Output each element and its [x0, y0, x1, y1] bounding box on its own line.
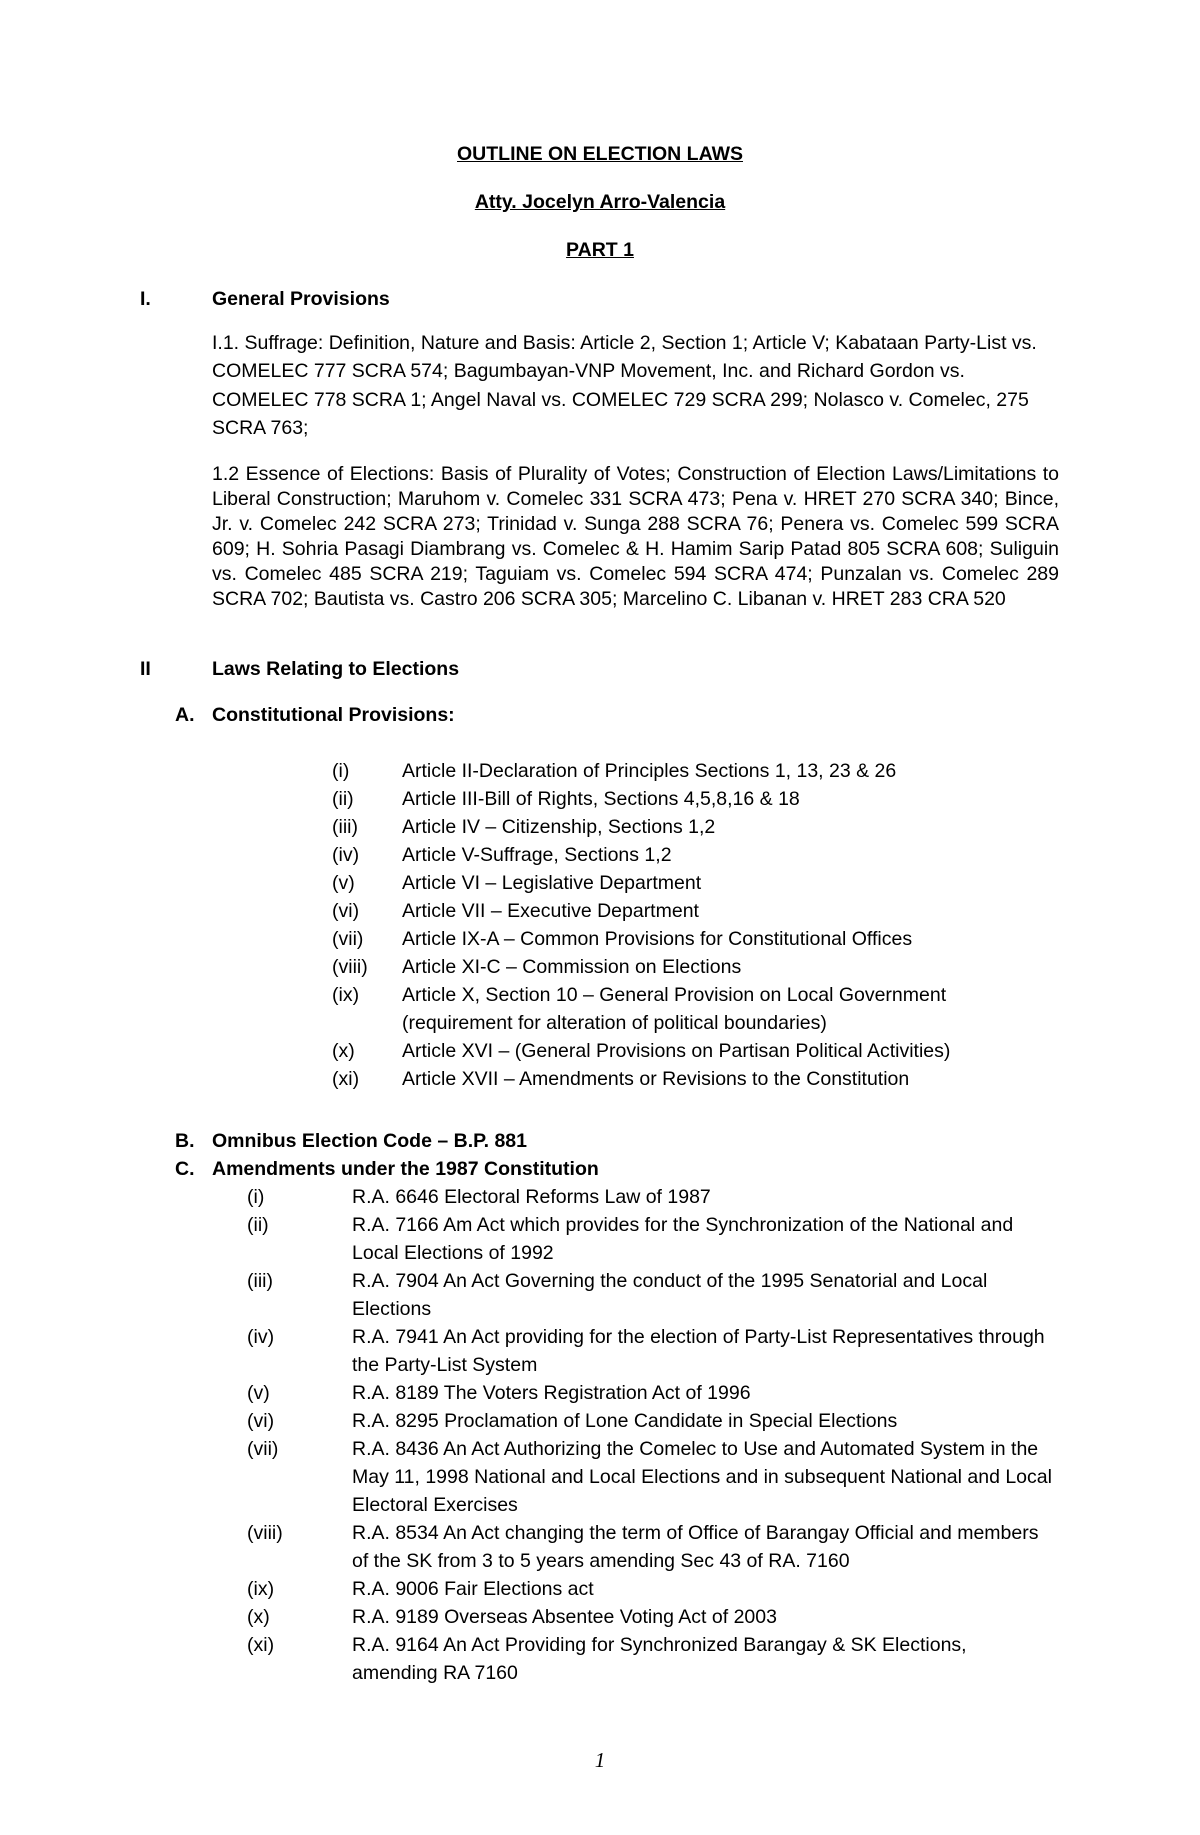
- item-number: (viii): [247, 1522, 283, 1544]
- list-item: [332, 953, 1052, 981]
- item-number: (xi): [247, 1634, 275, 1656]
- list-item: [332, 981, 1052, 1037]
- list-item: [332, 1037, 1052, 1065]
- item-number: (xi): [332, 1068, 360, 1090]
- list-item: [332, 757, 1052, 785]
- list-item: [332, 869, 1052, 897]
- list-item: [332, 1065, 1052, 1093]
- item-text: R.A. 9164 An Act Providing for Synchronized Barangay & SK Elections, amending RA 7160: [352, 1634, 967, 1684]
- item-text: Article XI-C – Commission on Elections: [402, 956, 742, 978]
- list-item: [247, 1575, 1067, 1603]
- section-2-number: II: [140, 658, 151, 680]
- item-number: (vi): [332, 900, 360, 922]
- item-text: R.A. 6646 Electoral Reforms Law of 1987: [352, 1186, 711, 1208]
- item-number: (iii): [332, 816, 358, 838]
- item-number: (vi): [247, 1410, 275, 1432]
- item-text: R.A. 7941 An Act providing for the election of Party-List Representatives through the Party-List System: [352, 1326, 1045, 1376]
- subsection-a-letter: A.: [175, 704, 195, 726]
- page-number: 1: [594, 1748, 606, 1772]
- item-text: R.A. 9006 Fair Elections act: [352, 1578, 594, 1600]
- item-number: (i): [247, 1186, 265, 1208]
- item-text: R.A. 8189 The Voters Registration Act of 1996: [352, 1382, 751, 1404]
- list-item: [332, 925, 1052, 953]
- item-number: (viii): [332, 956, 368, 978]
- list-item: [247, 1407, 1067, 1435]
- list-item: [332, 897, 1052, 925]
- item-text: Article III-Bill of Rights, Sections 4,5,8,16 & 18: [402, 788, 800, 810]
- item-text: R.A. 8534 An Act changing the term of Office of Barangay Official and members of the SK from 3 to 5 years amending Sec 43 of RA. 7160: [352, 1522, 1039, 1572]
- section-1-paragraph-1: I.1. Suffrage: Definition, Nature and Basis: Article 2, Section 1; Article V; Kabataan Party-List vs. COMELEC 777 SCRA 574; Bagumbayan-VNP Movement, Inc. and Richard Gordon vs. COMELEC 778 SCRA 1; Angel Naval vs. COMELEC 729 SCRA 299; Nolasco v. Comelec, 275 SCRA 763;: [212, 332, 1037, 439]
- item-number: (x): [247, 1606, 270, 1628]
- section-2-heading: Laws Relating to Elections: [212, 658, 460, 680]
- list-item: [247, 1435, 1067, 1519]
- item-number: (ii): [247, 1214, 269, 1236]
- item-text: Article VI – Legislative Department: [402, 872, 702, 894]
- item-text: R.A. 8295 Proclamation of Lone Candidate in Special Elections: [352, 1410, 898, 1432]
- item-text: Article IX-A – Common Provisions for Constitutional Offices: [402, 928, 913, 950]
- subsection-c-letter: C.: [175, 1158, 195, 1180]
- item-number: (ix): [247, 1578, 275, 1600]
- item-text: Article VII – Executive Department: [402, 900, 699, 922]
- item-text: Article IV – Citizenship, Sections 1,2: [402, 816, 716, 838]
- item-number: (i): [332, 760, 350, 782]
- item-number: (x): [332, 1040, 355, 1062]
- item-text: R.A. 8436 An Act Authorizing the Comelec to Use and Automated System in the May 11, 1998 National and Local Elections and in subsequent National and Local Electoral Exercises: [352, 1438, 1052, 1516]
- subsection-b-letter: B.: [175, 1130, 195, 1152]
- list-item: [247, 1267, 1067, 1323]
- part-heading: PART 1: [566, 239, 634, 261]
- item-number: (ix): [332, 984, 360, 1006]
- document-author: Atty. Jocelyn Arro-Valencia: [474, 191, 726, 213]
- item-number: (iv): [247, 1326, 275, 1348]
- item-text: Article XVI – (General Provisions on Partisan Political Activities): [402, 1040, 951, 1062]
- item-number: (ii): [332, 788, 354, 810]
- item-text: Article II-Declaration of Principles Sections 1, 13, 23 & 26: [402, 760, 897, 782]
- list-item: [247, 1211, 1067, 1267]
- section-1-heading: General Provisions: [212, 288, 390, 310]
- item-number: (iv): [332, 844, 360, 866]
- list-item: [332, 841, 1052, 869]
- item-number: (vii): [332, 928, 364, 950]
- item-text: R.A. 7904 An Act Governing the conduct of the 1995 Senatorial and Local Elections: [352, 1270, 988, 1320]
- item-text: Article XVII – Amendments or Revisions to the Constitution: [402, 1068, 910, 1090]
- section-1-paragraph-2: 1.2 Essence of Elections: Basis of Plurality of Votes; Construction of Election Laws/Limitations to Liberal Construction; Maruhom v. Comelec 331 SCRA 473; Pena v. HRET 270 SCRA 340; Bince, Jr. v. Comelec 242 SCRA 273; Trinidad v. Sunga 288 SCRA 76; Penera vs. Comelec 599 SCRA 609; H. Sohria Pasagi Diambrang vs. Comelec & H. Hamim Sarip Patad 805 SCRA 608; Suliguin vs. Comelec 485 SCRA 219; Taguiam vs. Comelec 594 SCRA 474; Punzalan vs. Comelec 289 SCRA 702; Bautista vs. Castro 206 SCRA 305; Marcelino C. Libanan v. HRET 283 CRA 520: [212, 463, 1059, 610]
- list-item: [247, 1323, 1067, 1379]
- list-item: [247, 1519, 1067, 1575]
- item-text: Article X, Section 10 – General Provision on Local Government (requirement for alteration of political boundaries): [402, 984, 947, 1034]
- list-item: [332, 813, 1052, 841]
- item-text: R.A. 7166 Am Act which provides for the Synchronization of the National and Local Elections of 1992: [352, 1214, 1014, 1264]
- item-number: (vii): [247, 1438, 279, 1460]
- subsection-a-heading: Constitutional Provisions:: [212, 704, 455, 726]
- list-item: [247, 1631, 1067, 1687]
- subsection-b-heading: Omnibus Election Code – B.P. 881: [212, 1130, 527, 1152]
- list-item: [332, 785, 1052, 813]
- list-item: [247, 1603, 1067, 1631]
- item-text: R.A. 9189 Overseas Absentee Voting Act of 2003: [352, 1606, 777, 1628]
- item-number: (iii): [247, 1270, 273, 1292]
- amendments-list: [247, 1183, 1067, 1687]
- item-number: (v): [247, 1382, 270, 1404]
- item-number: (v): [332, 872, 355, 894]
- section-1-number: I.: [140, 288, 151, 310]
- subsection-c-heading: Amendments under the 1987 Constitution: [212, 1158, 599, 1180]
- constitutional-provisions-list: [332, 757, 1052, 1093]
- item-text: Article V-Suffrage, Sections 1,2: [402, 844, 672, 866]
- list-item: [247, 1379, 1067, 1407]
- document-title: OUTLINE ON ELECTION LAWS: [457, 143, 743, 165]
- list-item: [247, 1183, 1067, 1211]
